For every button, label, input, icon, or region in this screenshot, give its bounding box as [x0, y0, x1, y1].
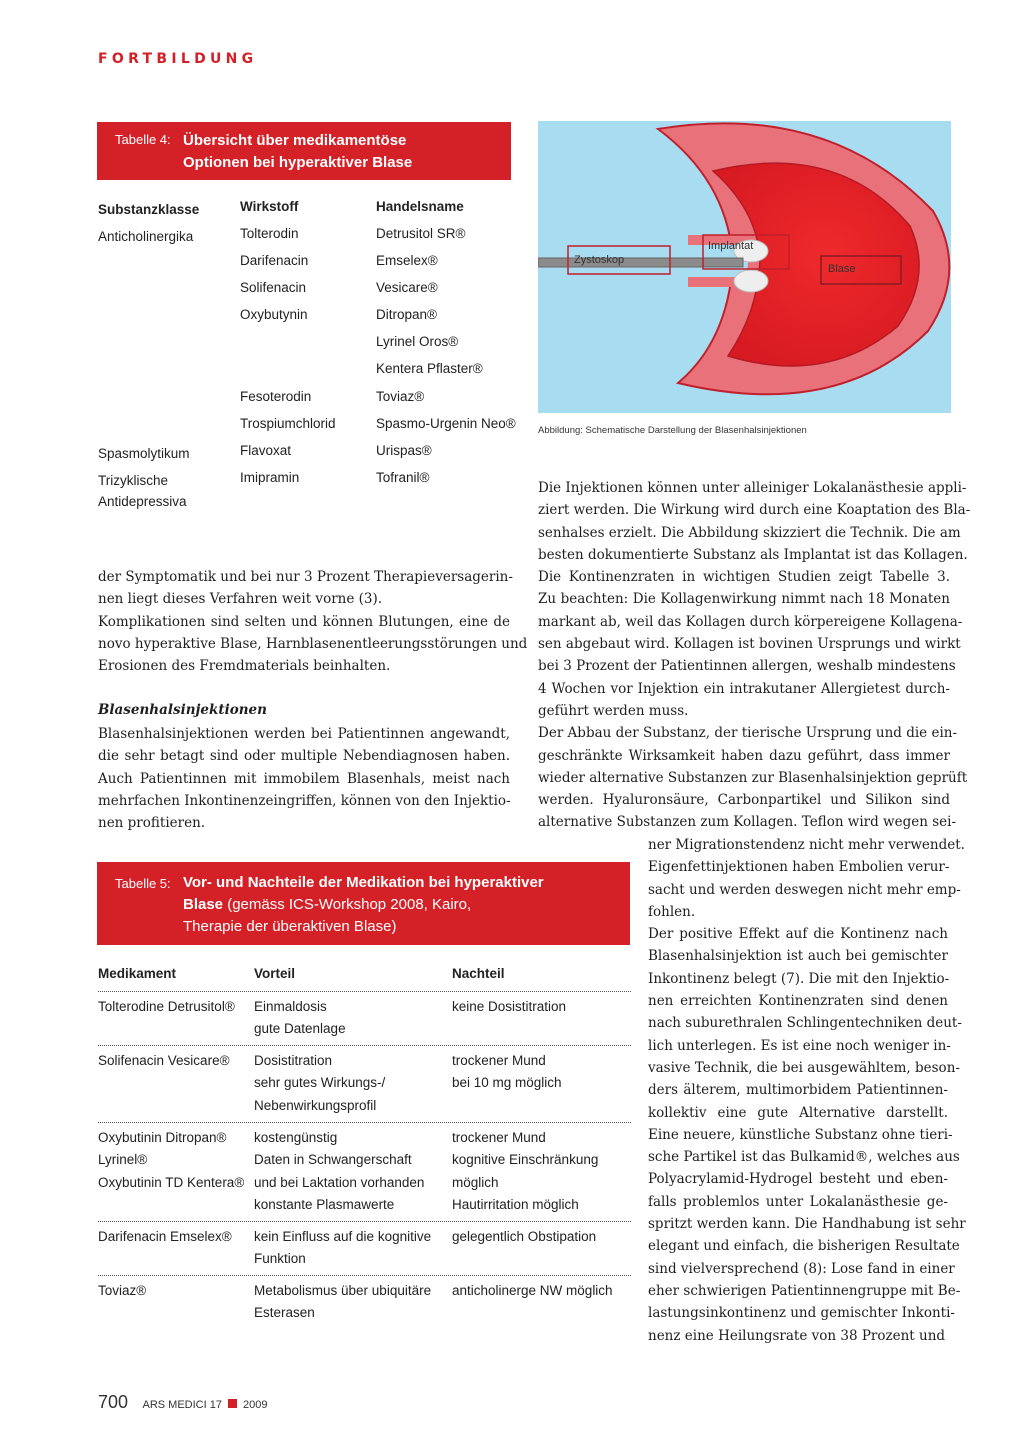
table5-title: [183, 872, 623, 938]
text-line: Die Kontinenzraten in wichtigen Studien zeigt Tabelle 3.: [538, 569, 950, 586]
cell-wirkstoff: Oxybutynin: [240, 307, 308, 322]
cell-medikament: Darifenacin Emselex®: [98, 1229, 232, 1244]
implant-bottom: [734, 270, 768, 292]
cell-handelsname: Lyrinel Oros®: [376, 334, 459, 349]
text-line: sacht und werden deswegen nicht mehr emp-: [648, 881, 961, 898]
row-divider: [98, 991, 631, 992]
text-line: vasive Technik, die bei ausgewähltem, beson-: [648, 1059, 960, 1076]
cell-line: Dosistitration: [254, 1053, 333, 1068]
table5-row-tolterodine: [98, 996, 235, 1018]
table4-label: Tabelle 4:: [115, 132, 171, 147]
blase-label: Blase: [828, 263, 856, 275]
text-line: Inkontinenz belegt (7). Die mit den Injektio-: [648, 970, 950, 987]
text-line: markant ab, weil das Kollagen durch körpereigene Kollagena-: [538, 613, 963, 630]
row-divider: [98, 1122, 631, 1123]
table4-title-line1: Übersicht über medikamentöse: [183, 132, 407, 149]
text-line: nen erreichten Kontinenzraten sind denen: [648, 993, 948, 1010]
cell-nachteil: [452, 1280, 613, 1302]
table4-col-substanzklasse: Substanzklasse: [98, 202, 200, 217]
text-line: senhalses erzielt. Die Abbildung skizziert die Technik. Die am: [538, 524, 961, 541]
table5-title-rest2: (gemäss ICS-Workshop 2008, Kairo,: [223, 896, 472, 913]
text-line: sen abgebaut wird. Kollagen ist bovinen Ursprungs und wirkt: [538, 636, 961, 653]
cell-medikament: Oxybutinin Ditropan®: [98, 1130, 227, 1145]
table-row: [98, 416, 518, 436]
text-line: Komplikationen sind selten und können Blutungen, eine de: [98, 613, 510, 630]
text-line: geführt werden muss.: [538, 702, 689, 719]
cell-wirkstoff: Tolterodin: [240, 226, 299, 241]
bladder-figure: [538, 121, 951, 413]
cell-line: Funktion: [254, 1251, 306, 1267]
text-line: bei 3 Prozent der Patientinnen allergen, weshalb mindestens: [538, 658, 956, 675]
row-divider: [98, 1045, 631, 1046]
cell-line: trockener Mund: [452, 1053, 546, 1068]
cell-line: kognitive Einschränkung: [452, 1152, 599, 1168]
text-line: Die Injektionen können unter alleiniger Lokalanästhesie appli-: [538, 480, 967, 496]
cell-handelsname: Kentera Pflaster®: [376, 361, 483, 376]
cell-vorteil: [254, 1280, 431, 1325]
text-line: lich unterlegen. Es ist eine noch weniger in-: [648, 1037, 951, 1054]
cell-line: kostengünstig: [254, 1130, 338, 1145]
text-line: besten dokumentierte Substanz als Implantat ist das Kollagen.: [538, 546, 968, 563]
text-line: ner Migrationstendenz nicht mehr verwendet.: [648, 837, 965, 853]
text-line: sche Partikel ist das Bulkamid®, welches aus: [648, 1149, 960, 1166]
cell-line: Nebenwirkungsprofil: [254, 1097, 377, 1113]
text-line: Polyacrylamid-Hydrogel besteht und eben-: [648, 1171, 948, 1188]
row-divider: [98, 1221, 631, 1222]
implantat-label: Implantat: [708, 240, 754, 252]
cell-line: möglich: [452, 1174, 499, 1190]
text-line: ders älterem, multimorbidem Patientinnen-: [648, 1082, 948, 1099]
text-line: Zu beachten: Die Kollagenwirkung nimmt nach 18 Monaten: [538, 591, 950, 608]
cell-line: keine Dosistitration: [452, 999, 567, 1014]
cell-wirkstoff: Darifenacin: [240, 253, 309, 268]
cell-line: Einmaldosis: [254, 999, 327, 1014]
left-paragraph-2: [98, 723, 510, 834]
text-line: spritzt werden kann. Die Handhabung ist sehr: [648, 1216, 966, 1233]
text-line: Der positive Effekt auf die Kontinenz nach: [648, 926, 948, 943]
table-row: [98, 334, 518, 354]
zystoskop-label: Zystoskop: [574, 254, 625, 266]
table4-title: [183, 130, 412, 174]
cell-line: gute Datenlage: [254, 1021, 346, 1037]
table5-col-vorteil: Vorteil: [254, 966, 296, 981]
section-heading: Blasenhalsinjektionen: [98, 702, 267, 718]
table4-col-handelsname: Handelsname: [376, 199, 464, 214]
red-square-icon: [228, 1399, 237, 1408]
table5-col-medikament: Medikament: [98, 966, 177, 981]
cell-nachteil: [452, 996, 566, 1018]
text-line: kollektiv eine gute Alternative darstellt.: [648, 1104, 948, 1121]
table5-title-line1: Vor- und Nachteile der Medikation bei hyperaktiver: [183, 874, 544, 891]
table-row: [98, 226, 518, 246]
magazine-name: ARS MEDICI 17: [142, 1399, 222, 1411]
cell-vorteil: [254, 1127, 424, 1216]
cell-vorteil: [254, 996, 346, 1041]
text-line: Eigenfettinjektionen haben Embolien verur-: [648, 859, 950, 876]
cell-line: trockener Mund: [452, 1130, 546, 1145]
cell-medikament: Toviaz®: [98, 1283, 147, 1298]
left-paragraph-1: [98, 566, 528, 677]
cell-line: kein Einfluss auf die kognitive: [254, 1229, 432, 1244]
cell-medikament: Oxybutinin TD Kentera®: [98, 1174, 245, 1190]
text-line: Erosionen des Fremdmaterials beinhalten.: [98, 658, 391, 675]
page-number: 700: [98, 1392, 129, 1412]
cell-handelsname: Toviaz®: [376, 389, 425, 404]
table4-header-row: [98, 199, 518, 219]
text-line: fohlen.: [648, 903, 696, 920]
text-line: lastungsinkontinenz und gemischter Inkonti-: [648, 1305, 955, 1322]
table5-title-line3: Therapie der überaktiven Blase): [183, 918, 397, 935]
text-line: falls problemlos unter Lokalanästhesie ge-: [648, 1193, 948, 1210]
text-line: Eine neuere, künstliche Substanz ohne tieri-: [648, 1126, 953, 1143]
table4-title-line2: Optionen bei hyperaktiver Blase: [183, 154, 413, 171]
cell-handelsname: Tofranil®: [376, 470, 430, 485]
cell-vorteil: [254, 1050, 385, 1117]
cell-line: Metabolismus über ubiquitäre: [254, 1283, 432, 1298]
text-line: werden. Hyaluronsäure, Carbonpartikel und Silikon sind: [538, 792, 950, 809]
cell-medikament: Solifenacin Vesicare®: [98, 1053, 230, 1068]
cell-handelsname: Spasmo-Urgenin Neo®: [376, 416, 516, 431]
cell-line: Daten in Schwangerschaft: [254, 1152, 412, 1168]
text-line: wieder alternative Substanzen zur Blasenhalsinjektion geprüft: [538, 769, 968, 786]
text-line: Auch Patientinnen mit immobilem Blasenhals, meist nach: [98, 770, 510, 787]
row-divider: [98, 1275, 631, 1276]
table5-row-darifenacin: [98, 1226, 232, 1248]
table-row: [98, 307, 518, 327]
text-line: Blasenhalsinjektionen werden bei Patientinnen angewandt,: [98, 726, 510, 742]
bladder-diagram: [538, 121, 951, 413]
cell-nachteil: [452, 1226, 596, 1248]
text-line: novo hyperaktive Blase, Harnblasenentleerungsstörungen und: [98, 635, 528, 652]
right-paragraph-2: [648, 834, 966, 1347]
text-line: Der Abbau der Substanz, der tierische Ursprung und die ein-: [538, 725, 958, 742]
text-line: Blasenhalsinjektion ist auch bei gemischter: [648, 948, 948, 965]
cell-handelsname: Ditropan®: [376, 307, 437, 322]
cell-vorteil: [254, 1226, 431, 1271]
table5-row-toviaz: [98, 1280, 146, 1302]
cell-klasse: Spasmolytikum: [98, 446, 190, 461]
table-row: [98, 389, 518, 409]
text-line: 4 Wochen vor Injektion ein intrakutaner Allergietest durch-: [538, 680, 950, 697]
cell-handelsname: Urispas®: [376, 443, 432, 458]
cell-wirkstoff: Imipramin: [240, 470, 300, 485]
text-line: nach suburethralen Schlingentechniken deut-: [648, 1015, 962, 1032]
figure-caption: Abbildung: Schematische Darstellung der Blasenhalsinjektionen: [538, 425, 807, 436]
cell-wirkstoff: Flavoxat: [240, 443, 292, 458]
text-line: nen liegt dieses Verfahren weit vorne (3).: [98, 591, 383, 608]
table4-title-box: [97, 122, 511, 180]
table5-row-solifenacin: [98, 1050, 230, 1072]
text-line: geschränkte Wirksamkeit haben dazu geführt, dass immer: [538, 747, 950, 764]
cell-handelsname: Detrusitol SR®: [376, 226, 466, 241]
text-line: nenz eine Heilungsrate von 38 Prozent und: [648, 1327, 946, 1344]
table-row: [98, 280, 518, 300]
cell-line: anticholinerge NW möglich: [452, 1283, 613, 1298]
text-line: alternative Substanzen zum Kollagen. Teflon wird wegen sei-: [538, 814, 957, 831]
cell-medikament: Tolterodine Detrusitol®: [98, 999, 235, 1014]
cell-wirkstoff: Fesoterodin: [240, 389, 312, 404]
text-line: elegant und einfach, die bisherigen Resultate: [648, 1238, 960, 1255]
text-line: ziert werden. Die Wirkung wird durch eine Koaptation des Bla-: [538, 502, 971, 519]
text-line: sind vielversprechend (8): Lose fand in einer: [648, 1260, 955, 1277]
cell-klasse: Trizyklische Antidepressiva: [98, 473, 187, 509]
table-row: [98, 470, 518, 509]
cell-line: konstante Plasmawerte: [254, 1196, 395, 1212]
table-row: [98, 253, 518, 273]
cell-handelsname: Emselex®: [376, 253, 438, 268]
text-line: nen profitieren.: [98, 815, 206, 832]
cell-handelsname: Vesicare®: [376, 280, 438, 295]
table-row: [98, 443, 518, 463]
table4-col-wirkstoff: Wirkstoff: [240, 199, 299, 214]
cell-wirkstoff: Solifenacin: [240, 280, 307, 295]
cell-line: Esterasen: [254, 1305, 315, 1321]
table5-title-box: [97, 862, 630, 945]
text-line: eher schwierigen Patientinnengruppe mit Be-: [648, 1282, 961, 1299]
cell-klasse: Anticholinergika: [98, 229, 194, 244]
cell-line: und bei Laktation vorhanden: [254, 1174, 425, 1190]
issue-year: 2009: [242, 1399, 268, 1411]
cell-medikament: Lyrinel®: [98, 1152, 148, 1168]
table5-row-oxybutinin: [98, 1127, 244, 1194]
table5-col-nachteil: Nachteil: [452, 966, 505, 981]
table-row: [98, 361, 518, 381]
table5-title-bold2: Blase: [183, 896, 224, 913]
section-header: FORTBILDUNG: [98, 51, 258, 67]
text-line: mehrfachen Inkontinenzeingriffen, können von den Injektio-: [98, 792, 511, 809]
cell-line: sehr gutes Wirkungs-/: [254, 1075, 386, 1091]
cell-line: Hautirritation möglich: [452, 1196, 579, 1212]
cell-line: gelegentlich Obstipation: [452, 1229, 597, 1244]
cell-wirkstoff: Trospiumchlorid: [240, 416, 336, 431]
cell-line: bei 10 mg möglich: [452, 1075, 562, 1091]
table5-label: Tabelle 5:: [115, 876, 171, 891]
cell-nachteil: [452, 1050, 562, 1095]
text-line: der Symptomatik und bei nur 3 Prozent Therapieversagerin-: [98, 569, 513, 585]
right-paragraph-1: [538, 477, 971, 834]
page-footer: [98, 1392, 267, 1413]
cell-nachteil: [452, 1127, 598, 1216]
text-line: die sehr betagt sind oder multiple Nebendiagnosen haben.: [98, 748, 510, 765]
